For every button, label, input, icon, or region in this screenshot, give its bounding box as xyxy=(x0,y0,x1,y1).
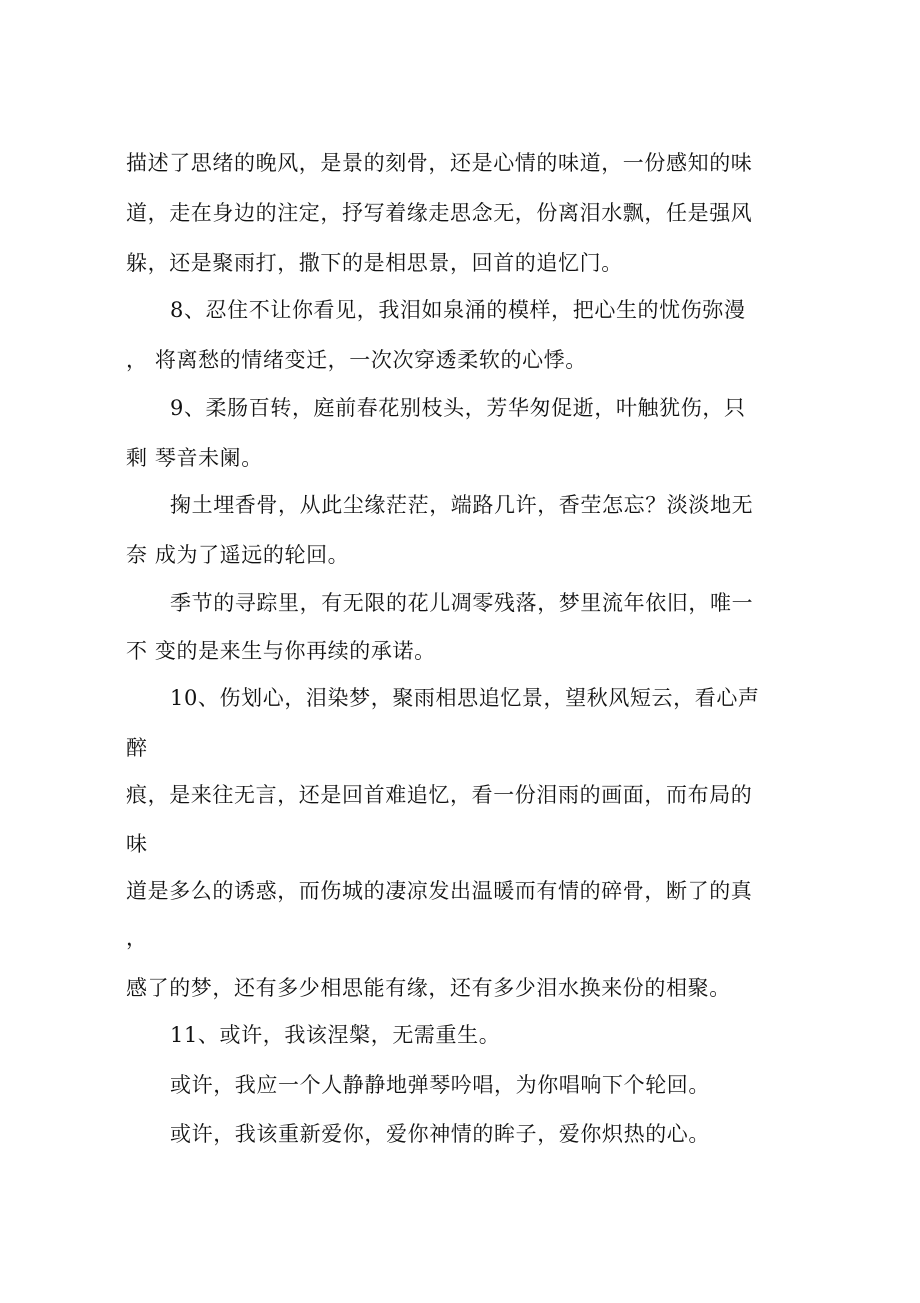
text-line: ， 将离愁的情绪变迁，一次次穿透柔软的心悸。 xyxy=(126,348,587,372)
text-line: 道，走在身边的注定，抒写着缘走思念无，份离泪水飘，任是强风 xyxy=(126,201,753,225)
text-line: 季节的寻踪里，有无限的花儿凋零残落，梦里流年依旧，唯一 xyxy=(170,591,754,615)
text-line: 9、柔肠百转，庭前春花别枝头，芳华匆促逝，叶触犹伤，只 xyxy=(170,396,746,420)
text-line: 躲，还是聚雨打，撒下的是相思景，回首的追忆门。 xyxy=(126,251,623,275)
text-line: 奈 成为了遥远的轮回。 xyxy=(126,543,350,567)
text-line: 感了的梦，还有多少相思能有缘，还有多少泪水换来份的相聚。 xyxy=(126,976,731,1000)
text-line: ， xyxy=(126,926,148,950)
text-line: 8、忍住不让你看见，我泪如泉涌的模样，把心生的忧伤弥漫 xyxy=(170,298,746,322)
text-line: 醉 xyxy=(126,736,148,760)
text-line: 不 变的是来生与你再续的承诺。 xyxy=(126,639,436,663)
text-line: 或许，我应一个人静静地弹琴吟唱，为你唱响下个轮回。 xyxy=(170,1073,710,1097)
text-line: 掬土埋香骨，从此尘缘茫茫，端路几许，香茔怎忘？淡淡地无 xyxy=(170,493,754,517)
text-line: 味 xyxy=(126,832,148,856)
text-line: 痕，是来往无言，还是回首难追忆，看一份泪雨的画面，而布局的 xyxy=(126,783,753,807)
text-line: 剩 琴音未阑。 xyxy=(126,446,263,470)
text-line: 10、伤划心，泪染梦，聚雨相思追忆景，望秋风短云，看心声 xyxy=(170,686,760,710)
text-line: 或许，我该重新爱你，爱你神情的眸子，爱你炽热的心。 xyxy=(170,1122,710,1146)
text-line: 11、或许，我该涅槃，无需重生。 xyxy=(170,1023,501,1047)
text-line: 描述了思绪的晚风，是景的刻骨，还是心情的味道，一份感知的味 xyxy=(126,151,753,175)
text-line: 道是多么的诱惑，而伤城的凄凉发出温暖而有情的碎骨，断了的真 xyxy=(126,879,753,903)
